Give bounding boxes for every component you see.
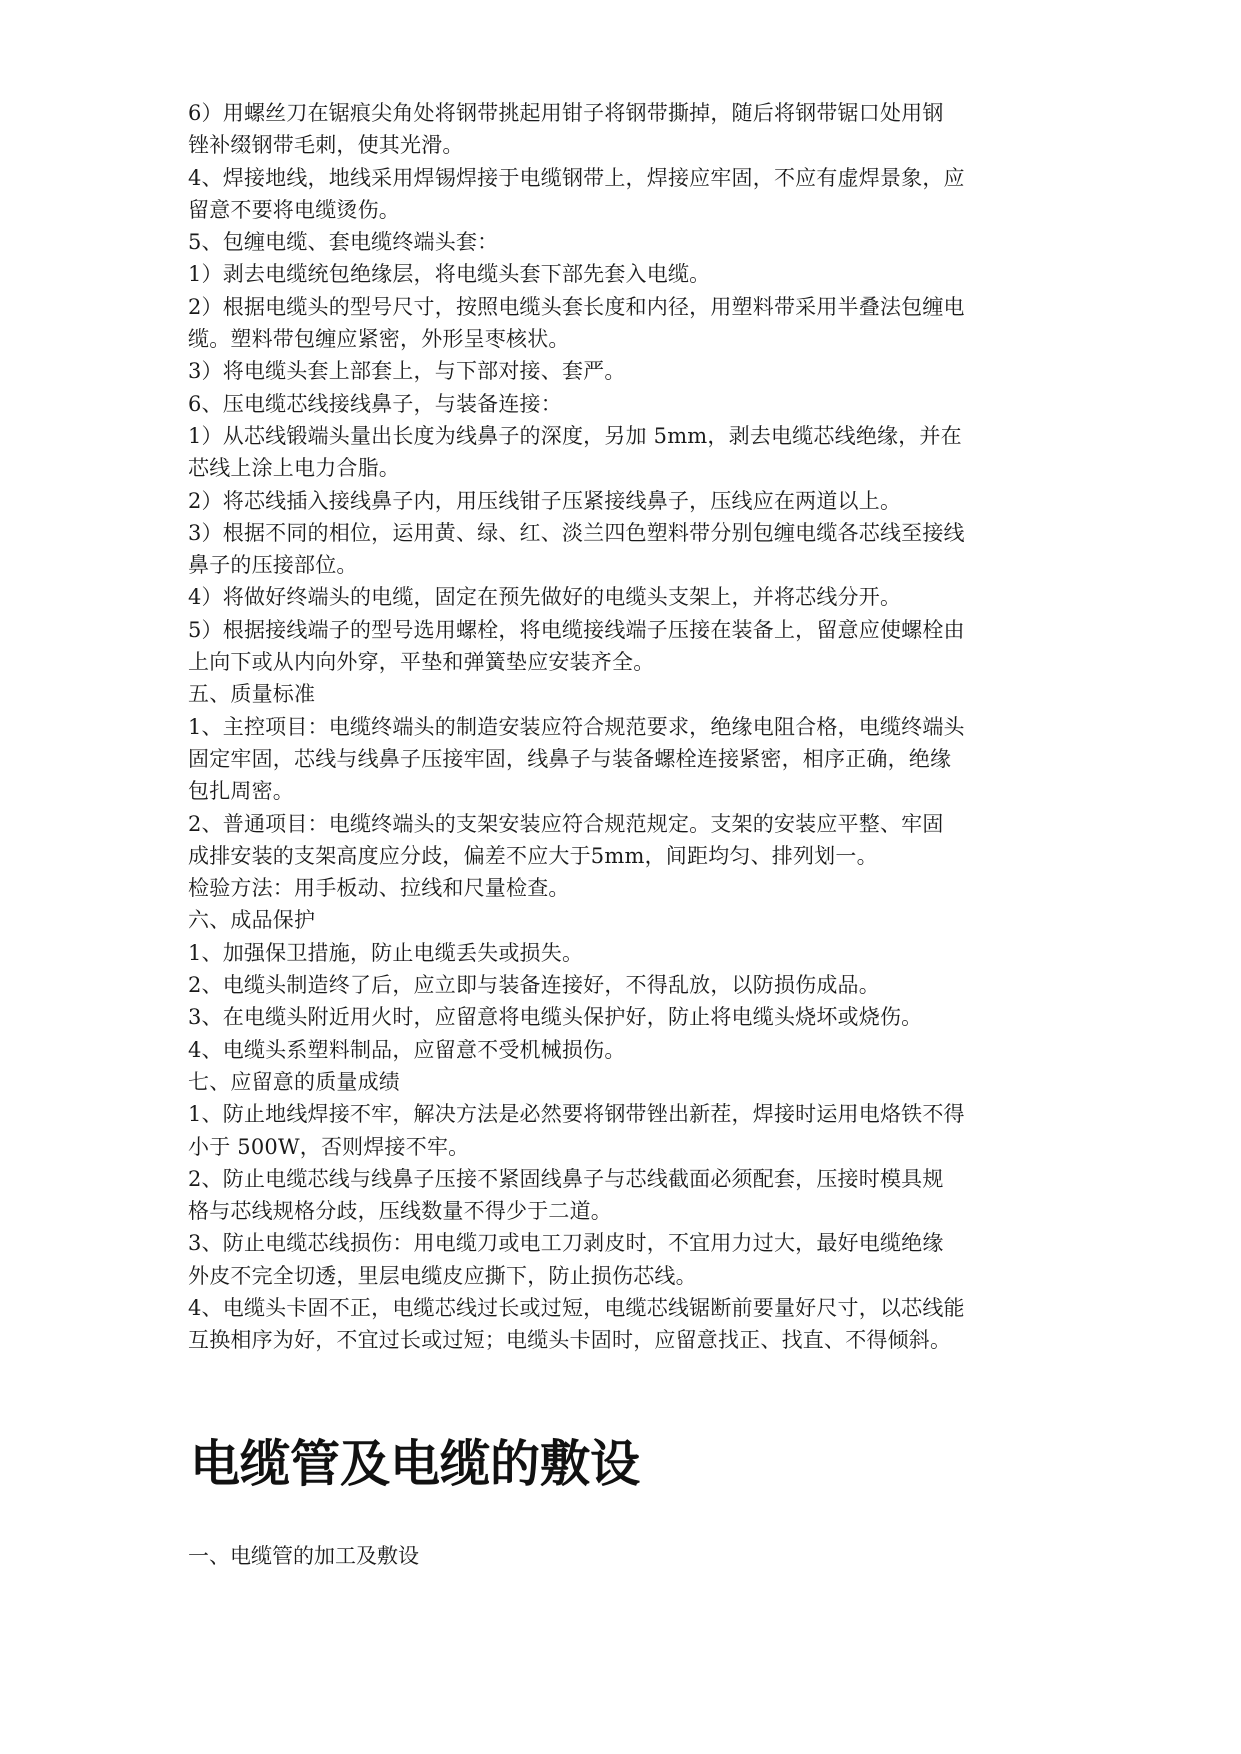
- text-line: 1）剥去电缆统包绝缘层，将电缆头套下部先套入电缆。: [188, 262, 711, 287]
- text-line: 六、成品保护: [188, 908, 316, 933]
- text-line: 4、电缆头系塑料制品，应留意不受机械损伤。: [188, 1037, 626, 1062]
- text-line: 2、防止电缆芯线与线鼻子压接不紧固线鼻子与芯线截面必须配套，压接时模具规: [188, 1166, 944, 1191]
- text-line: 3、在电缆头附近用火时，应留意将电缆头保护好，防止将电缆头烧坏或烧伤。: [188, 1005, 923, 1030]
- text-line: 检验方法：用手板动、拉线和尺量检查。: [188, 876, 570, 901]
- text-line: 外皮不完全切透，里层电缆皮应撕下，防止损伤芯线。: [188, 1263, 697, 1288]
- text-line: 小于 500W，否则焊接不牢。: [188, 1134, 470, 1159]
- text-line: 3）将电缆头套上部套上，与下部对接、套严。: [188, 359, 626, 384]
- text-line: 5、包缠电缆、套电缆终端头套：: [188, 230, 499, 255]
- text-line: 2、电缆头制造终了后，应立即与装备连接好，不得乱放，以防损伤成品。: [188, 973, 880, 998]
- section-title: 电缆管及电缆的敷设: [190, 1435, 640, 1493]
- text-line: 1）从芯线锻端头量出长度为线鼻子的深度，另加 5mm，剥去电缆芯线绝缘，并在: [188, 423, 962, 448]
- text-line: 固定牢固，芯线与线鼻子压接牢固，线鼻子与装备螺栓连接紧密，相序正确，绝缘: [188, 746, 952, 771]
- text-line: 4、电缆头卡固不正，电缆芯线过长或过短，电缆芯线锯断前要量好尺寸，以芯线能: [188, 1295, 965, 1320]
- text-line: 七、应留意的质量成绩: [188, 1069, 400, 1094]
- text-line: 4）将做好终端头的电缆，固定在预先做好的电缆头支架上，并将芯线分开。: [188, 585, 902, 610]
- text-line: 1、防止地线焊接不牢，解决方法是必然要将钢带锉出新茬，焊接时运用电烙铁不得: [188, 1102, 965, 1127]
- text-line: 4、焊接地线，地线采用焊锡焊接于电缆钢带上，焊接应牢固，不应有虚焊景象，应: [188, 165, 965, 190]
- text-line: 1、主控项目：电缆终端头的制造安装应符合规范要求，绝缘电阻合格，电缆终端头: [188, 714, 965, 739]
- text-line: 鼻子的压接部位。: [188, 553, 358, 578]
- text-line: 6、压电缆芯线接线鼻子，与装备连接：: [188, 391, 562, 416]
- text-line: 锉补缀钢带毛刺，使其光滑。: [188, 133, 464, 158]
- text-line: 1、加强保卫措施，防止电缆丢失或损失。: [188, 940, 584, 965]
- text-line: 5）根据接线端子的型号选用螺栓，将电缆接线端子压接在装备上，留意应使螺栓由: [188, 617, 965, 642]
- text-line: 缆。塑料带包缠应紧密，外形呈枣核状。: [188, 327, 570, 352]
- text-line: 格与芯线规格分歧，压线数量不得少于二道。: [188, 1199, 612, 1224]
- text-line: 6）用螺丝刀在锯痕尖角处将钢带挑起用钳子将钢带撕掉，随后将钢带锯口处用钢: [188, 101, 944, 125]
- text-line: 芯线上涂上电力合脂。: [188, 456, 400, 481]
- text-line: 2）根据电缆头的型号尺寸，按照电缆头套长度和内径，用塑料带采用半叠法包缠电: [188, 294, 965, 319]
- text-line: 2、普通项目：电缆终端头的支架安装应符合规范规定。支架的安装应平整、牢固: [188, 811, 944, 836]
- body-text: [188, 97, 1088, 1357]
- text-line: 2）将芯线插入接线鼻子内，用压线钳子压紧接线鼻子，压线应在两道以上。: [188, 488, 902, 513]
- subsection-title: 一、电缆管的加工及敷设: [188, 1544, 419, 1568]
- text-line: 五、质量标准: [188, 682, 316, 707]
- text-line: 留意不要将电缆烫伤。: [188, 197, 400, 222]
- text-line: 互换相序为好，不宜过长或过短；电缆头卡固时，应留意找正、找直、不得倾斜。: [188, 1328, 952, 1353]
- text-line: 3）根据不同的相位，运用黄、绿、红、淡兰四色塑料带分别包缠电缆各芯线至接线: [188, 520, 965, 545]
- text-line: 成排安装的支架高度应分歧，偏差不应大于5mm，间距均匀、排列划一。: [188, 843, 878, 868]
- text-line: 上向下或从内向外穿，平垫和弹簧垫应安装齐全。: [188, 650, 655, 675]
- text-line: 包扎周密。: [188, 779, 294, 804]
- text-line: 3、防止电缆芯线损伤：用电缆刀或电工刀剥皮时，不宜用力过大，最好电缆绝缘: [188, 1231, 944, 1256]
